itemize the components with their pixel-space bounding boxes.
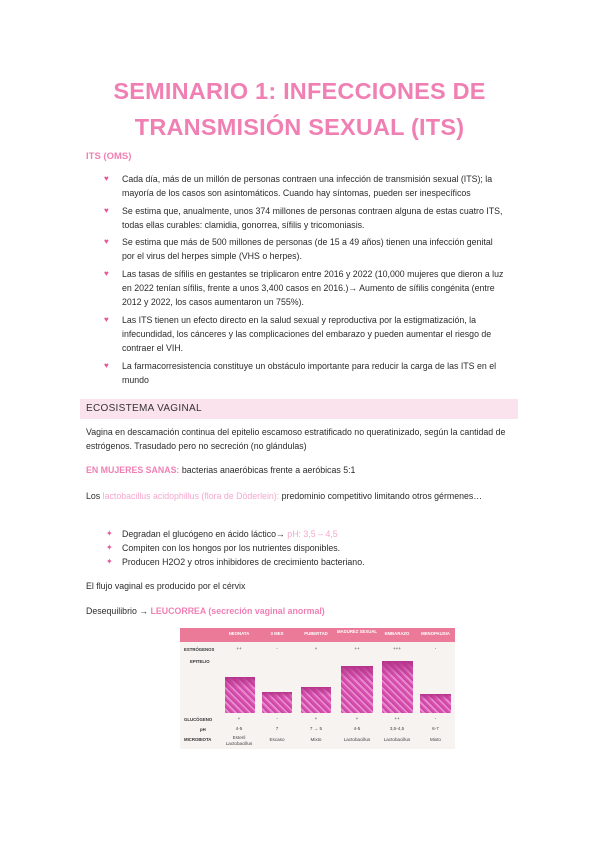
ph-highlight: pH: 3,5 – 4,5 xyxy=(287,529,338,539)
row-label-estrogenos: ESTRÓGENOS xyxy=(184,647,215,652)
ph-menopausia: 6-7 xyxy=(432,726,439,731)
epitelio-menopausia-image xyxy=(420,694,451,713)
epithelium-stages-figure xyxy=(180,628,455,749)
col-pubertad: PUBERTAD xyxy=(304,631,328,636)
lactobacillus-functions-list xyxy=(106,527,486,570)
lacto-function-3: ✦ Producen H2O2 y otros inhibidores de crecimiento bacteriano. xyxy=(106,555,486,569)
estrogenos-menopausia: - xyxy=(434,646,437,651)
its-section-label: ITS (OMS) xyxy=(86,151,132,162)
glucogeno-menopausia: - xyxy=(434,716,437,721)
epitelio-3-mes-image xyxy=(262,692,292,713)
row-label-glucogeno: GLUCÓGENO xyxy=(184,717,213,722)
figure-header-row xyxy=(180,628,455,642)
its-bullet-3: ♥ Se estima que más de 500 millones de personas (de 15 a 49 años) tienen una infección genital por el virus del herpes simple (VHS o herpes). xyxy=(104,235,504,264)
healthy-label: EN MUJERES SANAS: xyxy=(86,465,180,475)
lacto-function-2: ✦ Compiten con los hongos por los nutrientes disponibles. xyxy=(106,541,486,555)
epitelio-neonata-image xyxy=(225,677,255,713)
title-line-2: TRANSMISIÓN SEXUAL (ITS) xyxy=(134,114,465,140)
estrogenos-madurez: ++ xyxy=(354,646,360,651)
col-3-mes: 3 MES xyxy=(270,631,284,636)
lacto-text: predominio competitivo limitando otros gérmenes… xyxy=(279,491,483,501)
healthy-text: bacterias anaeróbicas frente a aeróbicas 5:1 xyxy=(179,465,356,475)
ecosystem-heading: ECOSISTEMA VAGINAL xyxy=(86,403,202,414)
microbiota-neonata: Esteril Lactobacillus xyxy=(225,735,253,746)
microbiota-madurez: Lactobacillus xyxy=(343,737,371,742)
microbiota-3-mes: Escaso xyxy=(269,737,285,742)
title-line-1: SEMINARIO 1: INFECCIONES DE xyxy=(113,78,486,104)
estrogenos-pubertad: + xyxy=(314,646,318,651)
healthy-women-paragraph xyxy=(86,463,506,477)
estrogenos-3-mes: - xyxy=(276,646,278,651)
epitelio-embarazo-image xyxy=(382,661,413,713)
its-bullet-1: ♥ Cada día, más de un millón de personas contraen una infección de transmisión sexual (ITS); la mayoría de los casos son asintomáticos. Cuando hay síntomas, pueden ser inespecíficos xyxy=(104,172,504,201)
row-label-microbiota: MICROBIOTA xyxy=(184,737,212,742)
page-title xyxy=(0,73,599,145)
microbiota-embarazo: Lactobacillus xyxy=(383,737,411,742)
glucogeno-embarazo: ++ xyxy=(394,716,400,721)
lacto-prefix: Los xyxy=(86,491,103,501)
estrogenos-embarazo: +++ xyxy=(392,646,402,651)
leucorrea-highlight: LEUCORREA (secreción vaginal anormal) xyxy=(150,606,325,616)
lacto-function-1 xyxy=(106,527,486,541)
col-neonata: NEONATA xyxy=(228,631,250,636)
ph-3-mes: 7 xyxy=(275,726,279,731)
microbiota-menopausia: Mixto xyxy=(430,737,441,742)
glucogeno-neonata: + xyxy=(237,716,241,721)
col-embarazo: EMBARAZO xyxy=(384,631,410,636)
row-label-epitelio: EPITELIO xyxy=(190,659,210,664)
its-bullet-4: ♥ Las tasas de sífilis en gestantes se triplicaron entre 2016 y 2022 (10,000 mujeres que dieron a luz en 2022 tenían sífilis, frente a unos 3,400 casos en 2016.)→ Aumento de sífilis congénita (entre 2012 y 2022, los casos aumentaron un 755%). xyxy=(104,267,504,310)
vaginal-flow-text: El flujo vaginal es producido por el cérvix xyxy=(86,581,246,591)
imbalance-paragraph xyxy=(86,604,506,618)
its-bullet-list xyxy=(104,172,504,390)
its-bullet-5: ♥ Las ITS tienen un efecto directo en la salud sexual y reproductiva por la estigmatización, la infecundidad, los cánceres y las complicaciones del embarazo y pueden aumentar el riesgo de contraer el VIH. xyxy=(104,313,504,356)
ecosystem-heading-band xyxy=(80,399,518,419)
epitelio-madurez-image xyxy=(341,666,373,713)
lactobacillus-paragraph xyxy=(86,489,506,503)
ph-neonata: 4-5 xyxy=(235,726,243,731)
glucogeno-pubertad: + xyxy=(314,716,318,721)
epitelio-pubertad-image xyxy=(301,687,331,713)
its-bullet-2: ♥ Se estima que, anualmente, unos 374 millones de personas contraen alguna de estas cuatro ITS, todas ellas curables: clamidia, gonorrea, sífilis y tricomoniasis. xyxy=(104,204,504,233)
lacto-highlight: lactobacillus acidophillus (flora de Döderlein): xyxy=(102,491,280,501)
ph-madurez: 4-5 xyxy=(353,726,361,731)
ph-pubertad: 7 → 5 xyxy=(309,726,323,731)
its-bullet-6: ♥ La farmacorresistencia constituye un obstáculo importante para reducir la carga de las ITS en el mundo xyxy=(104,359,504,388)
ecosystem-intro: Vagina en descamación continua del epitelio escamoso estratificado no queratinizado, según la cantidad de estrógenos. Trasudado pero no secreción (no glándulas) xyxy=(86,427,506,452)
ph-embarazo: 3,5-4,5 xyxy=(389,726,405,731)
microbiota-pubertad: Mixto xyxy=(310,737,322,742)
imbalance-prefix: Desequilibrio → xyxy=(86,606,151,616)
row-label-ph: pH xyxy=(200,727,206,732)
glucogeno-madurez: + xyxy=(355,716,359,721)
lacto-function-1-text: Degradan el glucógeno en ácido láctico→ xyxy=(122,529,288,539)
glucogeno-3-mes: - xyxy=(276,716,278,721)
estrogenos-neonata: ++ xyxy=(236,646,242,651)
col-menopausia: MENOPAUSIA xyxy=(421,631,450,636)
col-madurez: MADUREZ SEXUAL xyxy=(336,629,378,634)
